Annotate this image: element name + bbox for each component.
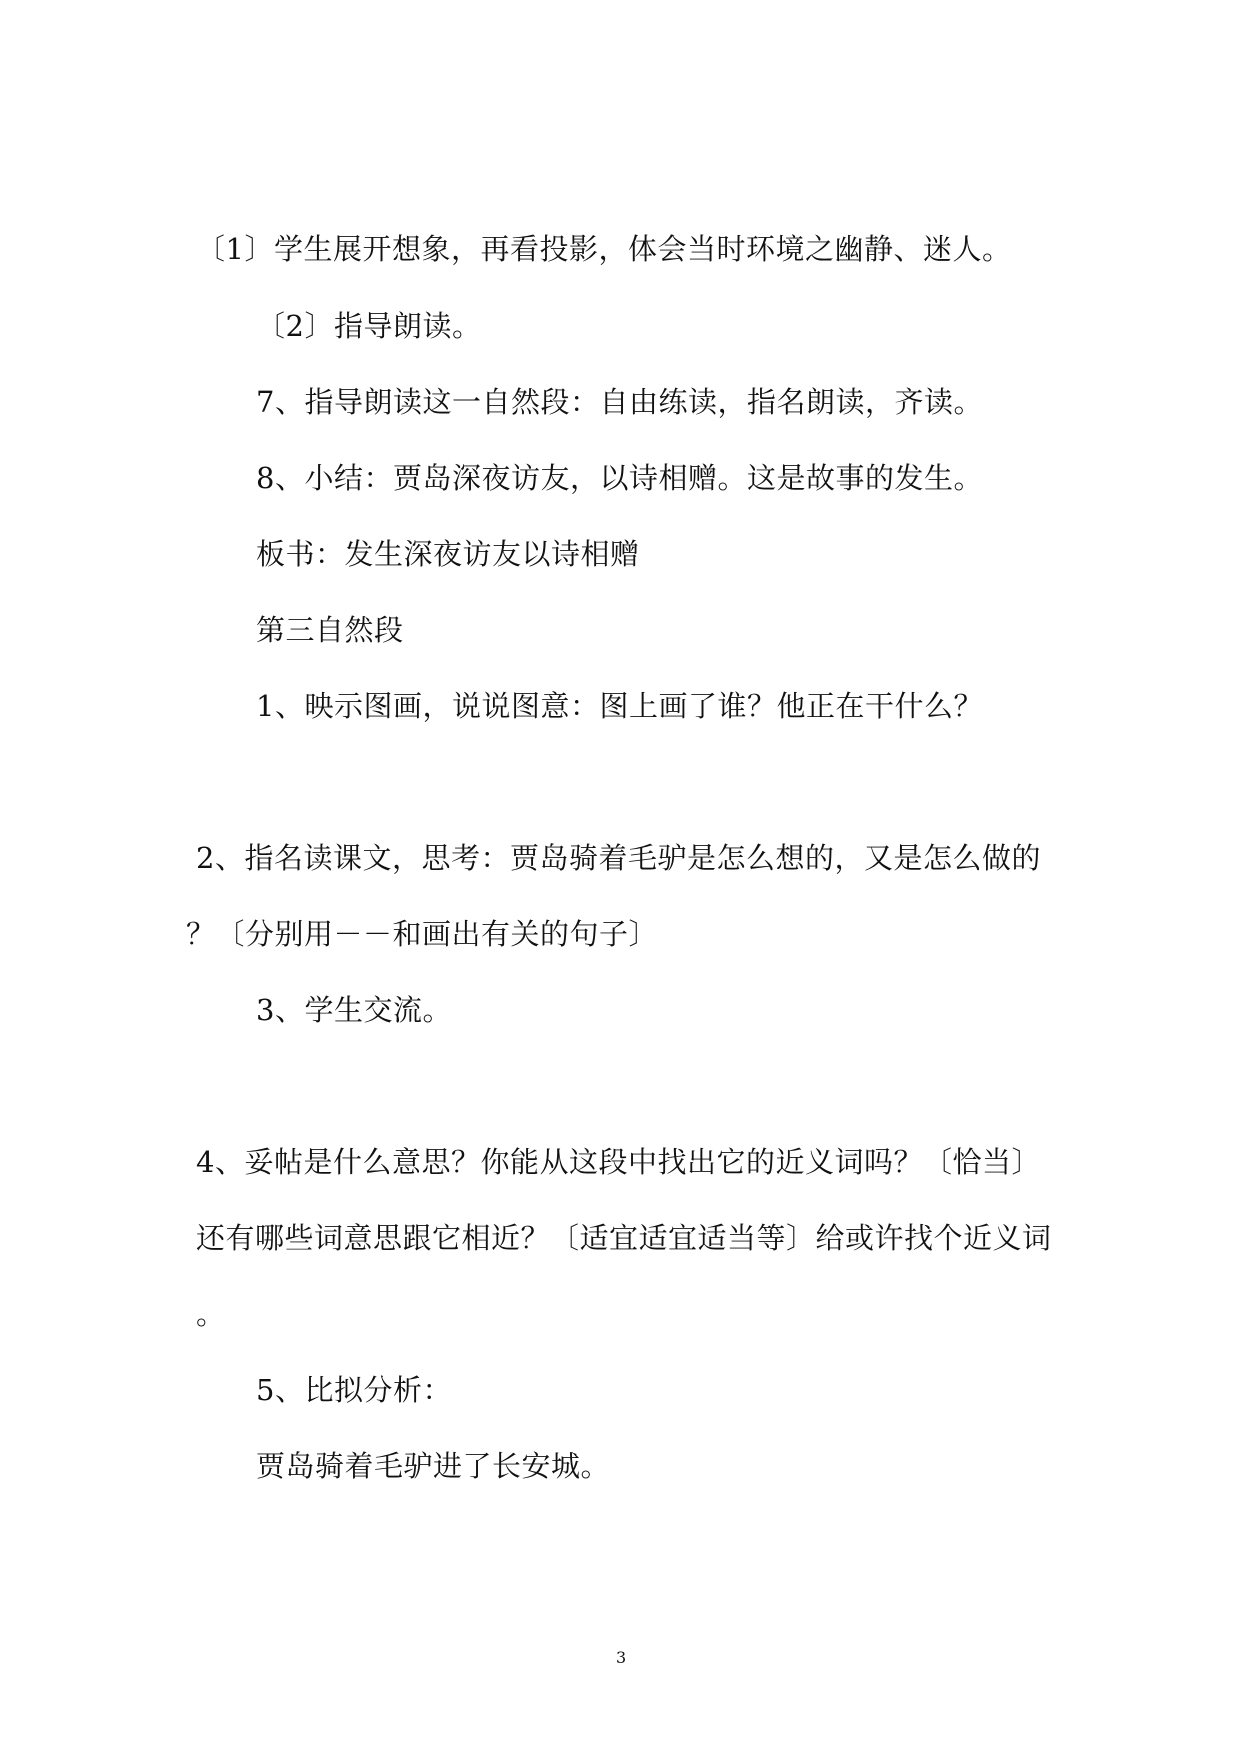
section-heading: 第三自然段 <box>256 613 404 647</box>
page-number: 3 <box>616 1648 627 1667</box>
text-line: 。 <box>196 1297 226 1331</box>
text-line: 7、指导朗读这一自然段：自由练读，指名朗读，齐读。 <box>256 385 983 419</box>
text-line: 2、指名读课文，思考：贾岛骑着毛驴是怎么想的，又是怎么做的 <box>196 841 1041 875</box>
text-line: 〔1〕学生展开想象，再看投影，体会当时环境之幽静、迷人。 <box>196 232 1012 266</box>
text-line: 板书：发生深夜访友以诗相赠 <box>256 537 640 571</box>
text-line: 还有哪些词意思跟它相近？〔适宜适宜适当等〕给或许找个近义词 <box>196 1221 1052 1255</box>
text-line: ？〔分别用－－和画出有关的句子〕 <box>186 917 659 951</box>
text-line: 3、学生交流。 <box>256 993 452 1027</box>
text-line: 贾岛骑着毛驴进了长安城。 <box>256 1449 611 1483</box>
text-line: 4、妥帖是什么意思？你能从这段中找出它的近义词吗？〔恰当〕 <box>196 1145 1041 1179</box>
text-line: 5、比拟分析： <box>256 1373 452 1407</box>
text-line: 〔2〕指导朗读。 <box>256 309 482 343</box>
text-line: 8、小结：贾岛深夜访友，以诗相赠。这是故事的发生。 <box>256 461 983 495</box>
text-line: 1、映示图画，说说图意：图上画了谁？他正在干什么？ <box>256 689 983 723</box>
